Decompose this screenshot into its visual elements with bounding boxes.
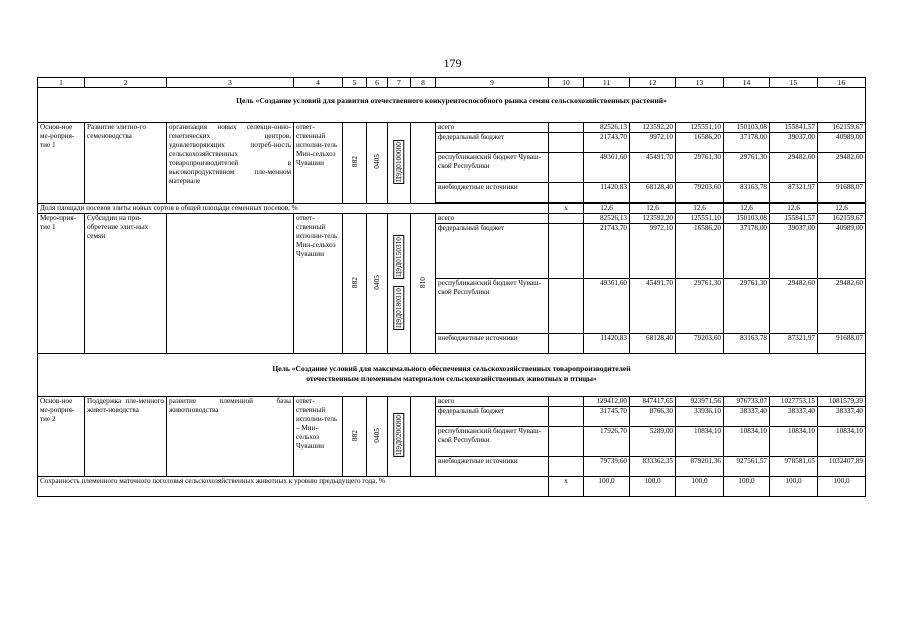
value-cell: 68128,40 (630, 183, 676, 203)
funding-source: внебюджетные источники (436, 183, 549, 203)
table-row (38, 123, 866, 133)
value-cell: 9972,10 (630, 133, 676, 153)
value-cell: 38337,40 (724, 407, 770, 427)
funding-source: всего (436, 123, 549, 133)
column-number: 10 (549, 78, 584, 88)
value-cell: 927561,57 (724, 457, 770, 477)
goal-row (38, 354, 866, 397)
indicator-value: 100,0 (676, 477, 724, 497)
activity-name: Развитие элитно-го семеноводства (85, 123, 167, 204)
activity-name: Поддержка пле-менного живот-новодства (85, 397, 167, 477)
column-number: 15 (770, 78, 818, 88)
column-number: 2 (85, 78, 167, 88)
value-cell: 29761,30 (724, 153, 770, 183)
value-cell: 87321,97 (770, 183, 818, 203)
value-cell: 79203,60 (676, 334, 724, 354)
value-cell: 83163,78 (724, 334, 770, 354)
funding-source: внебюджетные источники (436, 334, 549, 354)
column-number: 7 (388, 78, 411, 88)
funding-source: республиканский бюджет Чуваш-ской Республики (436, 427, 549, 457)
indicator-value: 100,0 (770, 477, 818, 497)
value-cell: 10834,10 (770, 427, 818, 457)
section-code: 0405 (367, 397, 388, 477)
activity-type: Основ-ное ме-роприя-тие 1 (38, 123, 85, 204)
indicator-x: x (549, 204, 584, 214)
value-cell: 39037,00 (770, 224, 818, 279)
value-cell: 29761,30 (724, 279, 770, 334)
funding-source: всего (436, 214, 549, 224)
column-number-row (38, 78, 866, 88)
empty-cell (549, 224, 584, 279)
funding-source: всего (436, 397, 549, 407)
value-cell: 38337,40 (818, 407, 866, 427)
value-cell: 33936,10 (676, 407, 724, 427)
value-cell: 125551,10 (676, 214, 724, 224)
value-cell: 29761,30 (676, 153, 724, 183)
value-cell: 91688,07 (818, 334, 866, 354)
value-cell: 45491,70 (630, 153, 676, 183)
responsible-executor: ответ-ственный исполни-тель Мин-сельхоз Чувашии (294, 123, 343, 204)
indicator-value: 12,6 (770, 204, 818, 214)
value-cell: 16586,20 (676, 224, 724, 279)
column-number: 14 (724, 78, 770, 88)
column-number: 13 (676, 78, 724, 88)
activity-description: развитие племенной базы животноводства (167, 397, 294, 477)
value-cell: 21743,70 (584, 133, 630, 153)
grbs-code: 882 (343, 123, 367, 204)
program-table (37, 77, 866, 497)
value-cell: 155841,57 (770, 123, 818, 133)
funding-source: республиканский бюджет Чуваш-ской Республики (436, 153, 549, 183)
value-cell: 29482,60 (770, 279, 818, 334)
value-cell: 49361,60 (584, 153, 630, 183)
column-number: 3 (167, 78, 294, 88)
target-article-code-b: Ц9Д0180310 (394, 287, 404, 328)
value-cell: 10834,10 (724, 427, 770, 457)
empty-cell (549, 183, 584, 203)
empty-cell (549, 334, 584, 354)
indicator-value: 12,6 (724, 204, 770, 214)
value-cell: 123592,20 (630, 214, 676, 224)
responsible-executor: ответ-ственный исполни-тель Мин-сельхоз Чувашии (294, 214, 343, 354)
value-cell: 155841,57 (770, 214, 818, 224)
value-cell: 91688,07 (818, 183, 866, 203)
empty-cell (549, 214, 584, 224)
value-cell: 29482,60 (818, 279, 866, 334)
value-cell: 129412,00 (584, 397, 630, 407)
empty-cell (549, 279, 584, 334)
goal-title (38, 354, 866, 397)
goal-title: Цель «Создание условий для развития отечественного конкурентоспособного рынка семян сельскохозяйственных растений» (38, 88, 866, 123)
value-cell: 40989,00 (818, 133, 866, 153)
indicator-value: 100,0 (724, 477, 770, 497)
value-cell: 31745,70 (584, 407, 630, 427)
expense-type-code (411, 123, 436, 204)
column-number: 16 (818, 78, 866, 88)
value-cell: 162159,67 (818, 123, 866, 133)
goal-title-line: отечественным племенным материалом сельскохозяйственных животных и птицы» (306, 373, 597, 383)
value-cell: 976733,07 (724, 397, 770, 407)
value-cell: 38337,40 (770, 407, 818, 427)
value-cell: 123592,20 (630, 123, 676, 133)
value-cell: 37178,00 (724, 133, 770, 153)
value-cell: 1032407,89 (818, 457, 866, 477)
funding-source: федеральный бюджет (436, 224, 549, 279)
value-cell: 879201,36 (676, 457, 724, 477)
empty-cell (549, 123, 584, 133)
value-cell: 21743,70 (584, 224, 630, 279)
value-cell: 87321,97 (770, 334, 818, 354)
value-cell: 150103,08 (724, 123, 770, 133)
value-cell: 68128,40 (630, 334, 676, 354)
indicator-value: 100,0 (818, 477, 866, 497)
value-cell: 11420,83 (584, 183, 630, 203)
value-cell: 16586,20 (676, 133, 724, 153)
target-article-code-a: Ц9Д0150310 (394, 236, 404, 277)
value-cell: 833362,35 (630, 457, 676, 477)
target-article-code: Ц9Д0200000 (388, 397, 411, 477)
value-cell: 29761,30 (676, 279, 724, 334)
indicator-row (38, 204, 866, 214)
grbs-code: 882 (343, 397, 367, 477)
column-number: 1 (38, 78, 85, 88)
value-cell: 40989,00 (818, 224, 866, 279)
value-cell: 150103,08 (724, 214, 770, 224)
indicator-text: Сохранность племенного маточного поголовья сельскохозяйственных животных к уровню предыдущего года, % (38, 477, 549, 497)
empty-cell (549, 407, 584, 427)
column-number: 9 (436, 78, 549, 88)
table-row (38, 214, 866, 224)
indicator-value: 12,6 (818, 204, 866, 214)
indicator-value: 100,0 (584, 477, 630, 497)
section-code: 0405 (367, 123, 388, 204)
column-number: 6 (367, 78, 388, 88)
responsible-executor: ответ-ственный исполни-тель – Мин-сельхоз Чувашии (294, 397, 343, 477)
value-cell: 1081579,39 (818, 397, 866, 407)
indicator-text: Доля площади посевов элиты новых сортов в общей площади семенных посевов, % (38, 204, 549, 214)
empty-cell (549, 133, 584, 153)
value-cell: 923971,56 (676, 397, 724, 407)
column-number: 8 (411, 78, 436, 88)
column-number: 4 (294, 78, 343, 88)
funding-source: внебюджетные источники (436, 457, 549, 477)
column-number: 12 (630, 78, 676, 88)
value-cell: 847417,65 (630, 397, 676, 407)
value-cell: 29482,60 (770, 153, 818, 183)
section-code: 0405 (367, 214, 388, 354)
indicator-x: x (549, 477, 584, 497)
page-number: 179 (443, 56, 462, 70)
empty-cell (549, 457, 584, 477)
value-cell: 83163,78 (724, 183, 770, 203)
indicator-value: 12,6 (630, 204, 676, 214)
value-cell: 49361,60 (584, 279, 630, 334)
goal-title-line: Цель «Создание условий для максимального обеспечения сельскохозяйственных товаропроизводителей (272, 364, 631, 374)
value-cell: 978581,65 (770, 457, 818, 477)
activity-name: Субсидии на при-обретение элит-ных семян (85, 214, 167, 354)
activity-description: организация новых селекци-онно-генетических центров, удовлетворяющих потреб-ность сельскохозяйственных товаропроизводителей в высокопродуктивном пле-менном материале (167, 123, 294, 204)
activity-type: Основ-ное ме-роприя-тие 2 (38, 397, 85, 477)
indicator-row (38, 477, 866, 497)
value-cell: 45491,70 (630, 279, 676, 334)
target-article-code: Ц9Д0100000 (388, 123, 411, 204)
value-cell: 39037,00 (770, 133, 818, 153)
value-cell: 162159,67 (818, 214, 866, 224)
funding-source: федеральный бюджет (436, 407, 549, 427)
value-cell: 17926,70 (584, 427, 630, 457)
value-cell: 1027753,15 (770, 397, 818, 407)
column-number: 5 (343, 78, 367, 88)
funding-source: федеральный бюджет (436, 133, 549, 153)
target-article-codes (388, 214, 411, 354)
column-number: 11 (584, 78, 630, 88)
expense-type-code: 810 (411, 214, 436, 354)
value-cell: 9972,10 (630, 224, 676, 279)
value-cell: 82526,13 (584, 214, 630, 224)
empty-cell (549, 427, 584, 457)
funding-source: республиканский бюджет Чуваш-ской Республики (436, 279, 549, 334)
value-cell: 29482,60 (818, 153, 866, 183)
empty-cell (549, 153, 584, 183)
value-cell: 79739,60 (584, 457, 630, 477)
value-cell: 37178,00 (724, 224, 770, 279)
value-cell: 10834,10 (818, 427, 866, 457)
value-cell: 8766,30 (630, 407, 676, 427)
expense-type-code (411, 397, 436, 477)
indicator-value: 12,6 (676, 204, 724, 214)
value-cell: 125551,10 (676, 123, 724, 133)
value-cell: 5289,00 (630, 427, 676, 457)
grbs-code: 882 (343, 214, 367, 354)
table-row (38, 397, 866, 407)
activity-type: Меро-прия-тие 1 (38, 214, 85, 354)
indicator-value: 12,6 (584, 204, 630, 214)
indicator-value: 100,0 (630, 477, 676, 497)
value-cell: 10834,10 (676, 427, 724, 457)
empty-cell (549, 397, 584, 407)
goal-row (38, 88, 866, 123)
value-cell: 82526,13 (584, 123, 630, 133)
activity-description (167, 214, 294, 354)
value-cell: 79203,60 (676, 183, 724, 203)
value-cell: 11420,83 (584, 334, 630, 354)
